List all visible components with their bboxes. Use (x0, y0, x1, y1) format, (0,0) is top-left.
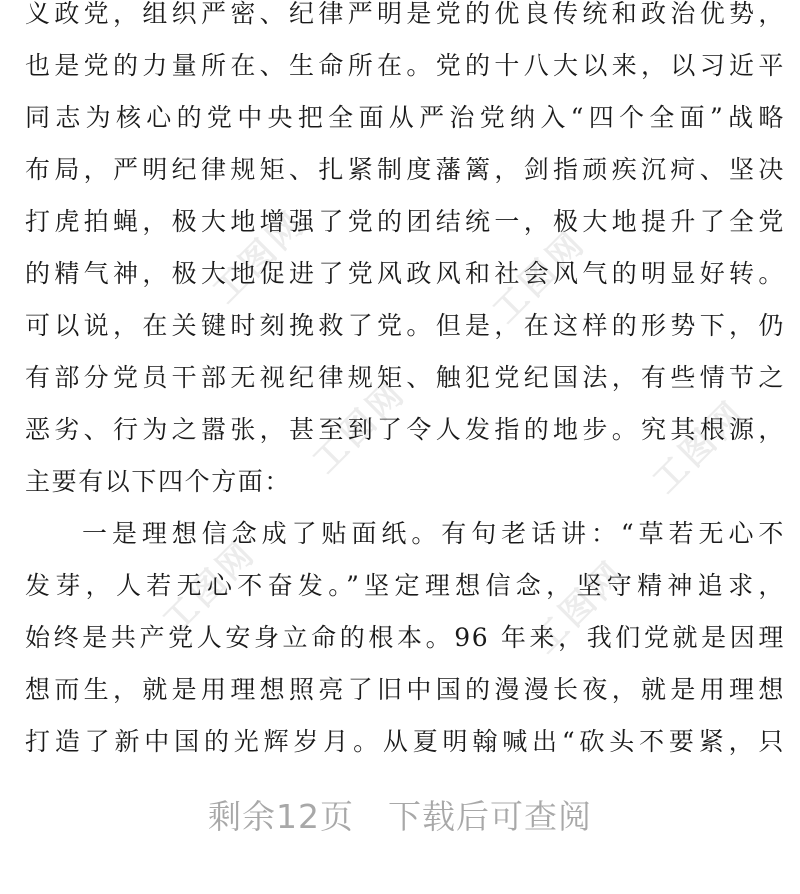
text-line: 恶劣、行为之嚣张，甚至到了令人发指的地步。究其根源， (25, 415, 785, 444)
text-line: 的精气神，极大地促进了党风政风和社会风气的明显好转。 (25, 259, 785, 288)
text-line: 打虎拍蝇，极大地增强了党的团结统一，极大地提升了全党 (25, 207, 785, 236)
text-line: 同志为核心的党中央把全面从严治党纳入“四个全面”战略 (25, 103, 785, 132)
text-line: 有部分党员干部无视纪律规矩、触犯党纪国法，有些情节之 (25, 363, 785, 392)
document-body (25, 0, 785, 768)
text-line: 始终是共产党人安身立命的根本。96 年来，我们党就是因理 (25, 623, 785, 652)
text-line: 想而生，就是用理想照亮了旧中国的漫漫长夜，就是用理想 (25, 675, 785, 704)
watermark: 工图网 (205, 202, 314, 312)
text-line: 可以说，在关键时刻挽救了党。但是，在这样的形势下，仍 (25, 311, 785, 340)
watermark: 工图网 (485, 222, 594, 332)
text-line: 发芽，人若无心不奋发。”坚定理想信念，坚守精神追求， (25, 571, 785, 600)
watermark: 工图网 (525, 552, 634, 662)
text-line: 也是党的力量所在、生命所在。党的十八大以来，以习近平 (25, 51, 785, 80)
text-line: 布局，严明纪律规矩、扎紧制度藩篱，剑指顽疾沉疴、坚决 (25, 155, 785, 184)
watermark: 工图网 (155, 532, 264, 642)
remaining-pages-label: 剩余12页 (208, 797, 354, 836)
paragraph-first-line: 一是理想信念成了贴面纸。有句老话讲：“草若无心不 (82, 519, 785, 548)
download-prompt[interactable] (0, 792, 800, 842)
watermark: 工图网 (645, 392, 754, 502)
text-line: 打造了新中国的光辉岁月。从夏明翰喊出“砍头不要紧，只 (25, 727, 785, 756)
text-line: 义政党，组织严密、纪律严明是党的优良传统和政治优势， (25, 0, 785, 28)
download-to-read-label: 下载后可查阅 (388, 797, 592, 836)
watermark: 工图网 (305, 372, 414, 482)
text-line: 主要有以下四个方面： (25, 467, 292, 496)
